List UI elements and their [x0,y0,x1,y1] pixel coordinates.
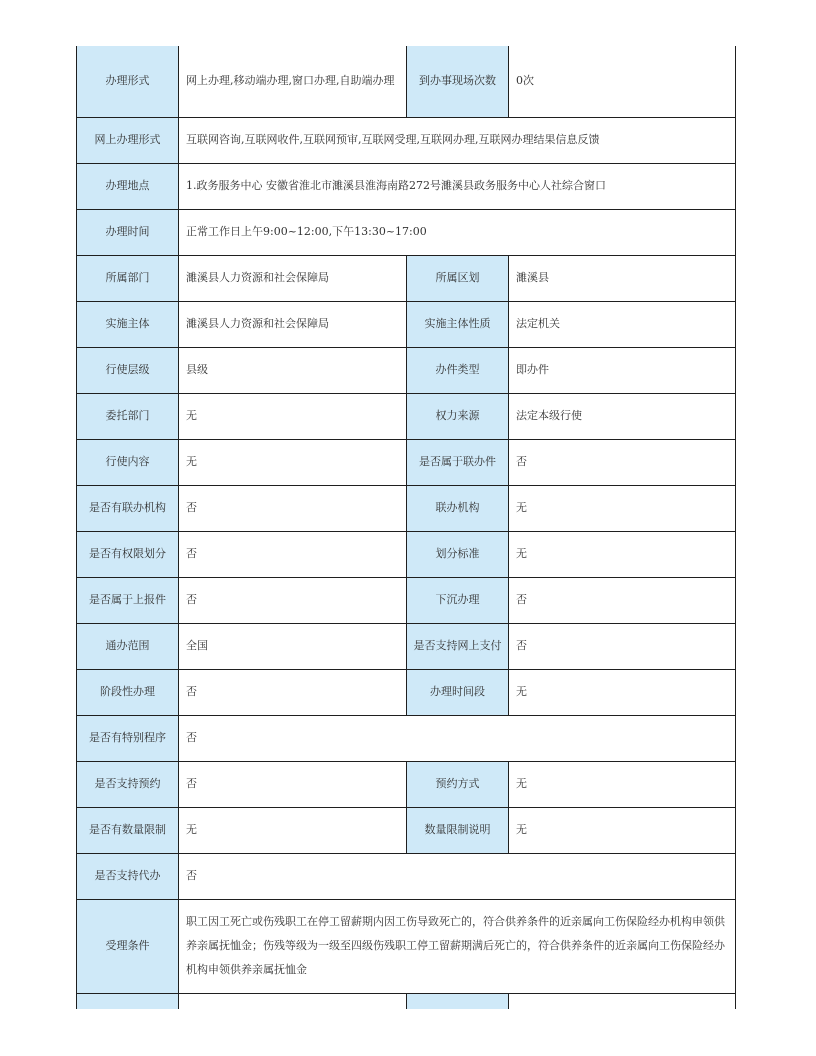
table-row [77,853,736,899]
field-value: 0次 [509,46,736,117]
field-label: 预约方式 [407,761,509,807]
field-label: 是否有联办机构 [77,485,179,531]
table-row [77,209,736,255]
field-label: 网上办理形式 [77,117,179,163]
field-value: 互联网咨询,互联网收件,互联网预审,互联网受理,互联网办理,互联网办理结果信息反馈 [179,117,736,163]
table-row [77,623,736,669]
field-value: 濉溪县人力资源和社会保障局 [179,301,407,347]
field-value: 否 [509,623,736,669]
field-label: 委托部门 [77,393,179,439]
table-row [77,993,736,1009]
field-label: 到办事现场次数 [407,46,509,117]
field-label: 是否属于上报件 [77,577,179,623]
field-label: 是否属于联办件 [407,439,509,485]
table-row [77,761,736,807]
field-label: 实施主体 [77,301,179,347]
table-row [77,163,736,209]
field-value: 即办件 [509,347,736,393]
field-label: 行使内容 [77,439,179,485]
field-value: 濉溪县人力资源和社会保障局 [179,255,407,301]
field-value: 否 [179,853,736,899]
field-label: 是否支持预约 [77,761,179,807]
field-value: 濉溪县 [509,255,736,301]
field-value: 法定机关 [509,301,736,347]
field-label: 受理条件 [77,899,179,993]
field-label: 通办范围 [77,623,179,669]
field-label: 是否支持网上支付 [407,623,509,669]
field-label: 下沉办理 [407,577,509,623]
table-row [77,485,736,531]
table-row [77,439,736,485]
table-row [77,669,736,715]
field-value: 否 [509,577,736,623]
field-value: 无 [179,439,407,485]
field-value: 否 [179,531,407,577]
table-row [77,393,736,439]
field-label: 是否有数量限制 [77,807,179,853]
field-value: 职工因工死亡或伤残职工在停工留薪期内因工伤导致死亡的，符合供养条件的近亲属向工伤保险经办机构申领供养亲属抚恤金；伤残等级为一级至四级伤残职工停工留薪期满后死亡的，符合供养条件的近亲属向工伤保险经办机构申领供养亲属抚恤金 [179,899,736,993]
field-label: 权力来源 [407,393,509,439]
field-value: 法定本级行使 [509,393,736,439]
field-value: 否 [179,669,407,715]
table-row [77,117,736,163]
field-value: 无 [509,807,736,853]
field-value: 无 [509,669,736,715]
field-value: 网上办理,移动端办理,窗口办理,自助端办理 [179,46,407,117]
field-label: 所属区划 [407,255,509,301]
field-value: 无 [509,761,736,807]
field-value: 否 [179,715,736,761]
field-value: 正常工作日上午9:00~12:00,下午13:30~17:00 [179,209,736,255]
field-value: 无 [179,393,407,439]
field-value: 否 [509,439,736,485]
field-label [407,993,509,1009]
field-value: 无 [179,807,407,853]
field-label: 实施主体性质 [407,301,509,347]
field-label: 划分标准 [407,531,509,577]
field-value: 否 [179,577,407,623]
field-label: 联办机构 [407,485,509,531]
field-value [509,993,736,1009]
field-label: 阶段性办理 [77,669,179,715]
field-label: 办件类型 [407,347,509,393]
field-value: 否 [179,485,407,531]
field-value: 全国 [179,623,407,669]
field-label: 是否有特别程序 [77,715,179,761]
field-label: 是否有权限划分 [77,531,179,577]
table-row [77,807,736,853]
field-label: 是否支持代办 [77,853,179,899]
table-row [77,255,736,301]
table-row [77,46,736,117]
field-label: 办理时间 [77,209,179,255]
table-row [77,899,736,993]
field-label: 办理形式 [77,46,179,117]
field-label: 行使层级 [77,347,179,393]
field-label: 数量限制说明 [407,807,509,853]
field-value: 1.政务服务中心 安徽省淮北市濉溪县淮海南路272号濉溪县政务服务中心人社综合窗口 [179,163,736,209]
field-label: 办理时间段 [407,669,509,715]
service-info-table [76,46,736,1009]
table-row [77,531,736,577]
field-value [179,993,407,1009]
field-label [77,993,179,1009]
field-value: 否 [179,761,407,807]
field-label: 所属部门 [77,255,179,301]
field-value: 县级 [179,347,407,393]
table-row [77,301,736,347]
field-value: 无 [509,485,736,531]
table-row [77,347,736,393]
field-label: 办理地点 [77,163,179,209]
table-row [77,715,736,761]
field-value: 无 [509,531,736,577]
table-row [77,577,736,623]
